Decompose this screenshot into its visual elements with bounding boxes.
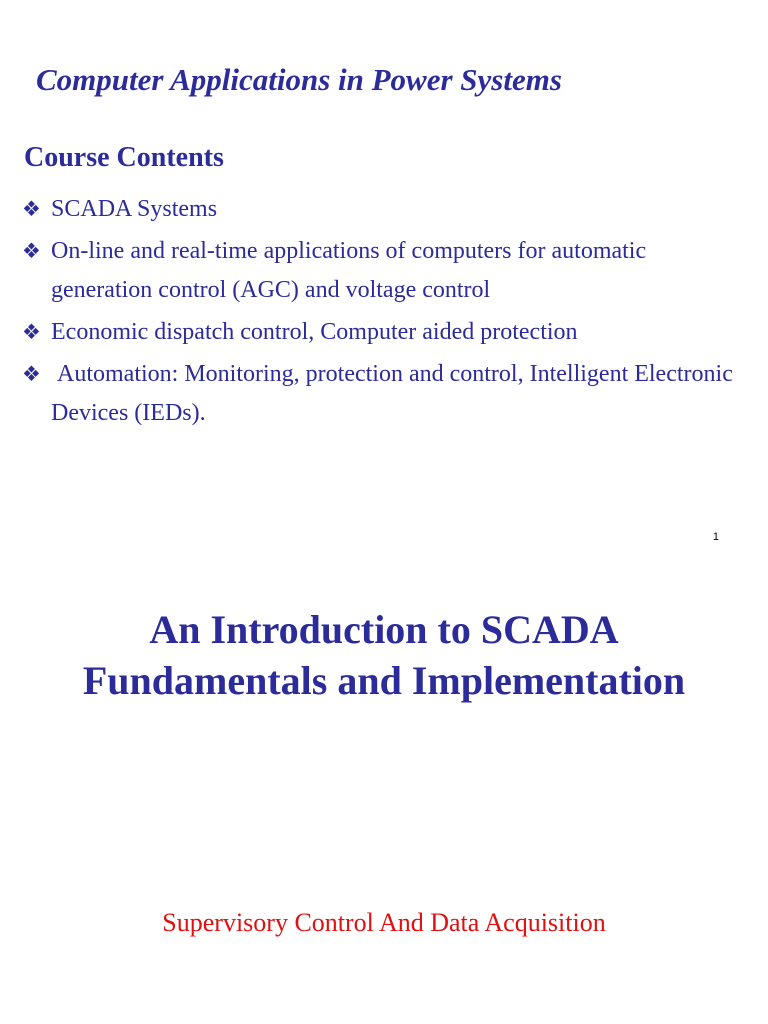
course-contents-heading: Course Contents bbox=[24, 142, 224, 173]
scada-subtitle: Supervisory Control And Data Acquisition bbox=[162, 908, 606, 937]
list-item bbox=[22, 190, 752, 229]
list-item-text: Economic dispatch control, Computer aided protection bbox=[51, 319, 578, 345]
intro-title bbox=[0, 604, 768, 706]
slide-scada-introduction bbox=[0, 560, 768, 1024]
course-contents-list bbox=[22, 190, 752, 436]
list-item bbox=[22, 355, 752, 433]
list-item-text: On-line and real-time applications of computers for automatic generation control (AGC) and voltage control bbox=[51, 238, 653, 303]
diamond-bullet-icon: ❖ bbox=[22, 197, 41, 221]
diamond-bullet-icon: ❖ bbox=[22, 320, 41, 344]
list-item bbox=[22, 313, 752, 352]
diamond-bullet-icon: ❖ bbox=[22, 239, 41, 263]
list-item-text: Automation: Monitoring, protection and control, Intelligent Electronic Devices (IEDs). bbox=[51, 361, 739, 426]
slide-title: Computer Applications in Power Systems bbox=[36, 62, 562, 97]
diamond-bullet-icon: ❖ bbox=[22, 362, 41, 386]
list-item bbox=[22, 232, 752, 310]
intro-title-line: An Introduction to SCADA bbox=[149, 607, 619, 652]
list-item-text: SCADA Systems bbox=[51, 196, 218, 222]
intro-title-line: Fundamentals and Implementation bbox=[82, 658, 686, 703]
page-number: 1 bbox=[712, 531, 719, 543]
